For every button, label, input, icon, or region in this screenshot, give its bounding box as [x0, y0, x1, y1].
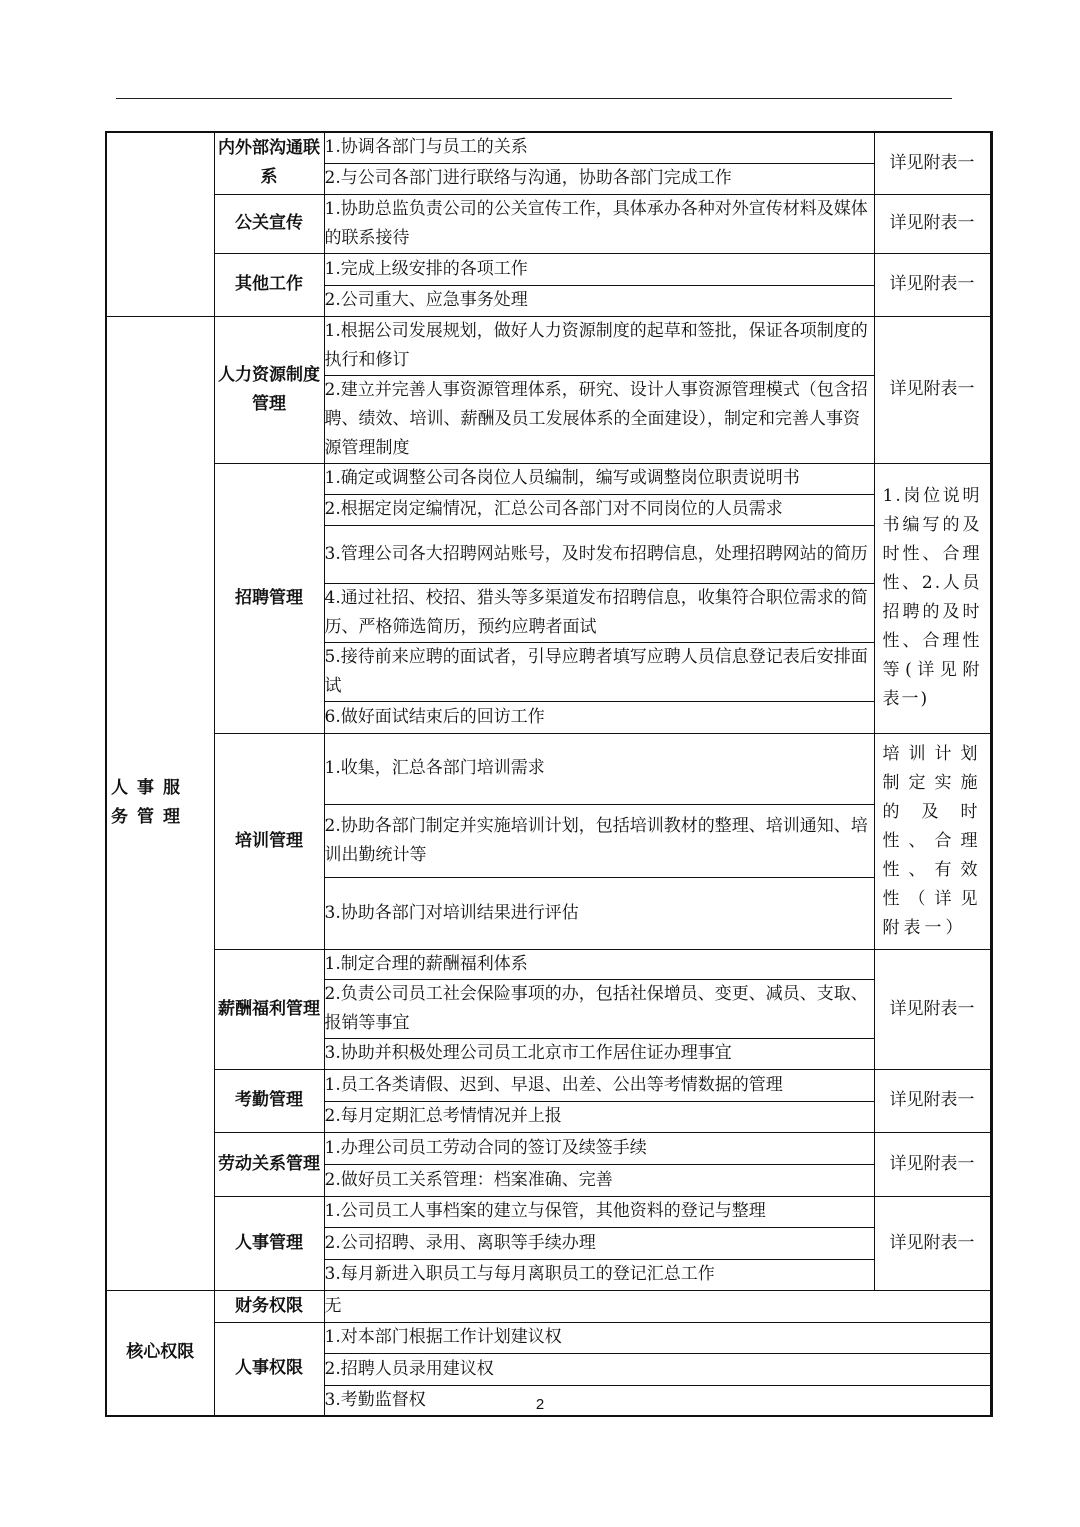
duty-item: 无: [324, 1290, 991, 1322]
category-cell-blank: [106, 132, 214, 316]
duty-item: 1.协助总监负责公司的公关宣传工作，具体承办各种对外宣传材料及媒体的联系接待: [324, 194, 874, 253]
duty-item: 4.通过社招、校招、猎头等多渠道发布招聘信息，收集符合职位需求的简历、严格筛选简历，预约应聘者面试: [324, 583, 874, 642]
duty-table: [105, 131, 993, 1417]
table-row: [106, 132, 991, 163]
duty-item: 1.员工各类请假、迟到、早退、出差、公出等考情数据的管理: [324, 1069, 874, 1101]
duty-item: 1.收集，汇总各部门培训需求: [324, 733, 874, 804]
subcategory-pr: 公关宣传: [214, 194, 324, 253]
reference-note: 详见附表一: [874, 253, 991, 316]
duty-item: 2.招聘人员录用建议权: [324, 1353, 991, 1385]
duty-item: 2.做好员工关系管理：档案准确、完善: [324, 1164, 874, 1196]
reference-note: 详见附表一: [874, 194, 991, 253]
duty-item: 2.与公司各部门进行联络与沟通，协助各部门完成工作: [324, 163, 874, 194]
table-row: [106, 194, 991, 253]
table-row: [106, 463, 991, 494]
duty-item: 2.公司招聘、录用、离职等手续办理: [324, 1227, 874, 1259]
subcategory-other: 其他工作: [214, 253, 324, 316]
page-number: 2: [535, 1396, 545, 1413]
duty-item: 5.接待前来应聘的面试者，引导应聘者填写应聘人员信息登记表后安排面试: [324, 642, 874, 701]
reference-note: 详见附表一: [874, 949, 991, 1069]
reference-note: 详见附表一: [874, 316, 991, 463]
training-note: 培训计划制定实施的及时性、合理性、有效性（详见附表一）: [874, 733, 991, 949]
duty-item: 1.协调各部门与员工的关系: [324, 132, 874, 163]
subcategory-hr-authority: 人事权限: [214, 1322, 324, 1416]
duty-item: 2.根据定岗定编情况，汇总公司各部门对不同岗位的人员需求: [324, 494, 874, 525]
category-label: 人事服务管理: [111, 778, 189, 827]
duty-item: 1.办理公司员工劳动合同的签订及续签手续: [324, 1132, 874, 1164]
subcategory-recruitment: 招聘管理: [214, 463, 324, 733]
subcategory-personnel: 人事管理: [214, 1196, 324, 1290]
duty-item: 1.制定合理的薪酬福利体系: [324, 949, 874, 979]
duty-item: 1.对本部门根据工作计划建议权: [324, 1322, 991, 1353]
duty-item: 2.每月定期汇总考情情况并上报: [324, 1101, 874, 1132]
table-row: [106, 316, 991, 375]
duty-item: 1.根据公司发展规划，做好人力资源制度的起草和签批，保证各项制度的执行和修订: [324, 316, 874, 375]
duty-item: 1.完成上级安排的各项工作: [324, 253, 874, 285]
reference-note: 详见附表一: [874, 1132, 991, 1196]
duty-item: 1.确定或调整公司各岗位人员编制，编写或调整岗位职责说明书: [324, 463, 874, 494]
subcategory-communication: 内外部沟通联系: [214, 132, 324, 194]
category-core-authority: 核心权限: [106, 1290, 214, 1416]
duty-item: 1.公司员工人事档案的建立与保管，其他资料的登记与整理: [324, 1196, 874, 1227]
duty-item: 3.协助各部门对培训结果进行评估: [324, 878, 874, 949]
subcategory-attendance: 考勤管理: [214, 1069, 324, 1132]
duty-item: 2.建立并完善人事资源管理体系，研究、设计人事资源管理模式（包含招聘、绩效、培训、薪酬及员工发展体系的全面建设），制定和完善人事资源管理制度: [324, 375, 874, 463]
duty-item: 2.协助各部门制定并实施培训计划，包括培训教材的整理、培训通知、培训出勤统计等: [324, 804, 874, 878]
subcategory-finance-authority: 财务权限: [214, 1290, 324, 1322]
subcategory-hr-policy: 人力资源制度管理: [214, 316, 324, 463]
table-row: [106, 733, 991, 804]
reference-note: 详见附表一: [874, 132, 991, 194]
subcategory-training: 培训管理: [214, 733, 324, 949]
duty-item: 3.协助并积极处理公司员工北京市工作居住证办理事宜: [324, 1038, 874, 1069]
duty-item: 2.负责公司员工社会保险事项的办，包括社保增员、变更、减员、支取、报销等事宜: [324, 979, 874, 1038]
category-hr-service: [106, 316, 214, 1290]
duty-item: 3.考勤监督权: [324, 1385, 991, 1416]
duty-item: 6.做好面试结束后的回访工作: [324, 701, 874, 733]
table-row: [106, 1196, 991, 1227]
duty-item: 2.公司重大、应急事务处理: [324, 285, 874, 316]
duty-item: 3.每月新进入职员工与每月离职员工的登记汇总工作: [324, 1259, 874, 1290]
table-row: [106, 1069, 991, 1101]
table-row: [106, 1290, 991, 1322]
table-row: [106, 1322, 991, 1353]
table-row: [106, 1132, 991, 1164]
recruitment-note: 1.岗位说明书编写的及时性、合理性、2.人员招聘的及时性、合理性等(详见附表一): [874, 463, 991, 733]
subcategory-compensation: 薪酬福利管理: [214, 949, 324, 1069]
header-rule: [116, 98, 952, 99]
table-row: [106, 949, 991, 979]
reference-note: 详见附表一: [874, 1069, 991, 1132]
reference-note: 详见附表一: [874, 1196, 991, 1290]
subcategory-labor-relations: 劳动关系管理: [214, 1132, 324, 1196]
table-row: [106, 253, 991, 285]
duty-item: 3.管理公司各大招聘网站账号，及时发布招聘信息，处理招聘网站的简历: [324, 525, 874, 583]
